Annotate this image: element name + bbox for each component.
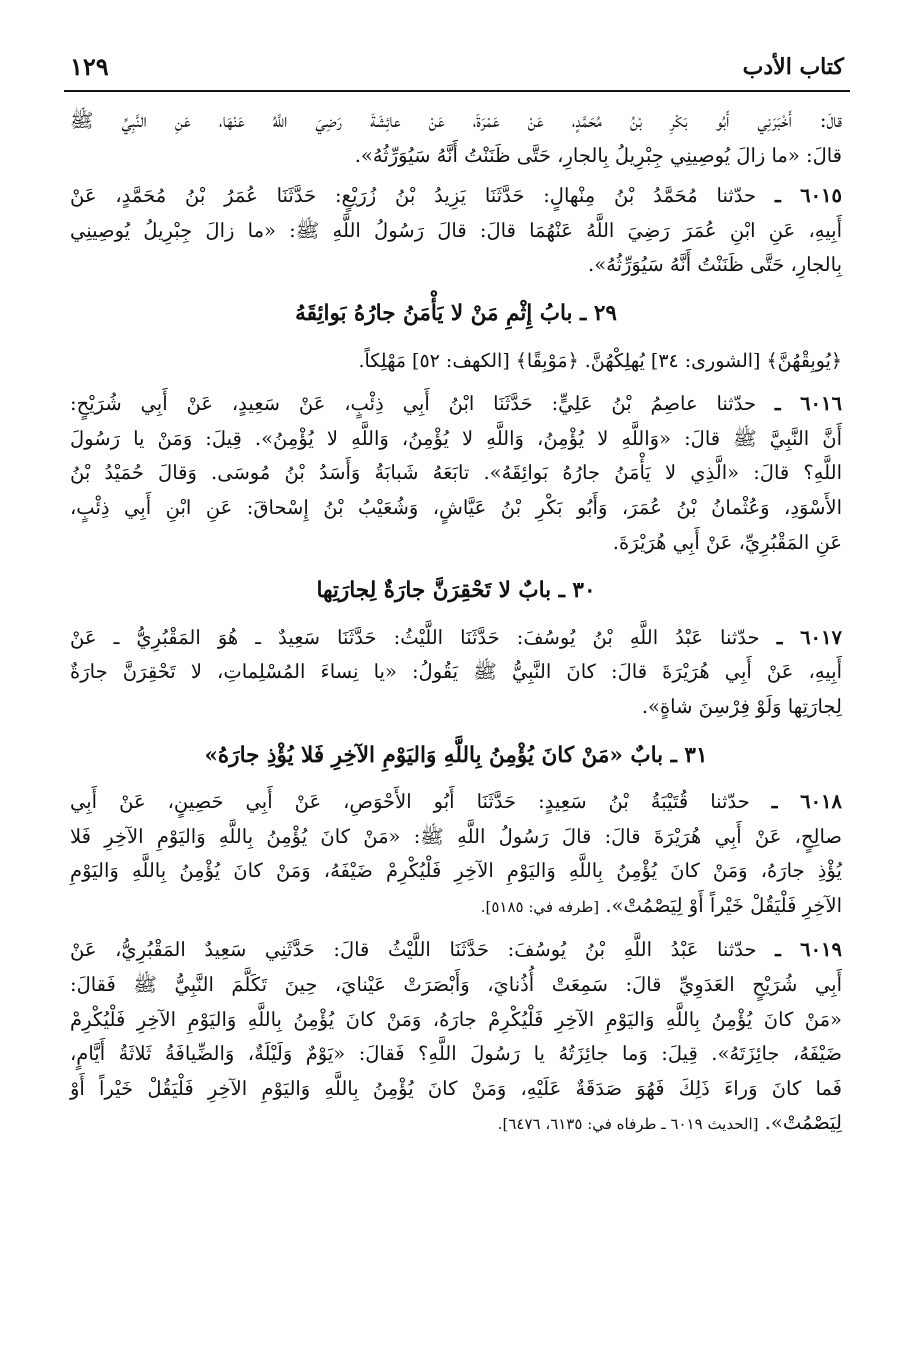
text-line: عَنِ المَقْبُرِيِّ، عَنْ أَبِي هُرَيْرَةَ.	[612, 530, 842, 554]
hadith-number: ٦٠١٥ ـ	[774, 184, 842, 208]
text-line: قالَ: أَخْبَرَنِي أَبُو بَكْرِ بْنُ مُحَمَّدٍ، عَنْ عَمْرَةَ، عَنْ عائِشَةَ رَضِيَ اللَّهُ عَنْهَا، عَنِ النَّبِيِّ ﷺ	[70, 109, 842, 132]
hadith-number: ٦٠١٩ ـ	[775, 938, 842, 962]
text-line: الأَسْوَدِ، وَعُثْمانُ بْنُ عُمَرَ، وَأَبُو بَكْرِ بْنُ عَيَّاشٍ، وَشُعَيْبُ بْنُ إِسْحاقَ: عَنِ ابْنِ أَبِي ذِئْبٍ،	[70, 495, 842, 519]
hadith-number: ٦٠١٨ ـ	[771, 790, 842, 814]
chapter-heading-30: ٣٠ ـ بابٌ لا تَحْقِرَنَّ جارَةٌ لِجارَتِها	[316, 578, 596, 604]
hadith-6018	[70, 785, 842, 924]
text-line	[70, 179, 842, 214]
text-line	[70, 933, 842, 968]
text-line	[70, 785, 842, 820]
hadith-text: حدّثنا مُحَمَّدُ بْنُ مِنْهالٍ: حَدَّثَنَا يَزِيدُ بْنُ زُرَيْعٍ: حَدَّثَنَا عُمَرُ بْنُ مُحَمَّدٍ، عَنْ	[70, 184, 757, 208]
hadith-6015	[70, 179, 842, 283]
text-line: لِجارَتِها وَلَوْ فِرْسِنَ شاةٍ».	[641, 694, 842, 718]
chapter-gloss	[70, 344, 842, 379]
text-line	[70, 621, 842, 656]
page-header	[64, 52, 850, 92]
running-title: كتاب الأدب	[742, 54, 844, 80]
text-line: بِالجارِ، حَتَّى ظَنَنْتُ أَنَّهُ سَيُوَرِّثُهُ».	[588, 253, 842, 277]
hadith-text: حدّثنا قُتَيْبَةُ بْنُ سَعِيدٍ: حَدَّثَنَا أَبُو الأَحْوَصِ، عَنْ أَبِي حَصِينٍ، عَنْ أَبِي	[70, 790, 750, 814]
cross-reference: [الحديث ٦٠١٩ ـ طرفاه في: ٦١٣٥، ٦٤٧٦].	[497, 1115, 759, 1134]
text-line: أَبِيهِ، عَنْ أَبِي هُرَيْرَةَ قالَ: كانَ النَّبِيُّ ﷺ يَقُولُ: «يا نِساءَ المُسْلِماتِ، لا تَحْقِرَنَّ جارَةٌ	[70, 660, 843, 684]
text-line: ﴿يُوبِقْهُنَّ﴾ [الشورى: ٣٤] يُهلِكْهُنَّ. ﴿مَوْبِقًا﴾ [الكهف: ٥٢] مَهْلِكاً.	[358, 349, 842, 372]
text-line: يُؤْذِ جارَهُ، وَمَنْ كانَ يُؤْمِنُ بِاللَّهِ وَاليَوْمِ الآخِرِ فَلْيُكْرِمْ ضَيْفَهُ، وَمَنْ كانَ يُؤْمِنُ بِاللَّهِ وَاليَوْمِ	[70, 859, 842, 883]
text-line: اللَّهِ؟ قالَ: «الَّذِي لا يَأْمَنُ جارُهُ بَوائِقَهُ». تابَعَهُ شَبابَةُ وَأَسَدُ بْنُ مُوسَى. وَقالَ حُمَيْدُ بْنُ	[70, 461, 842, 485]
cross-reference: [طرفه في: ٥١٨٥].	[480, 897, 600, 916]
text-line: «مَنْ كانَ يُؤْمِنُ بِاللَّهِ وَاليَوْمِ الآخِرِ فَلْيُكْرِمْ جارَهُ، وَمَنْ كانَ يُؤْمِنُ بِاللَّهِ وَاليَوْمِ الآخِرِ فَلْيُكْرِمْ	[70, 1007, 842, 1031]
page-number: ١٢٩	[70, 52, 109, 81]
hadith-6016	[70, 387, 842, 560]
hadith-text: حدّثنا عَبْدُ اللَّهِ بْنُ يُوسُفَ: حَدَّثَنَا اللَّيْثُ قالَ: حَدَّثَنِي سَعِيدٌ المَقْبُرِيُّ، عَنْ	[70, 938, 757, 962]
text-line: ضَيْفَهُ، جائِزَتَهُ». قِيلَ: وَما جائِزَتُهُ يا رَسُولَ اللَّهِ؟ فَقالَ: «يَوْمٌ وَلَيْلَةٌ، وَالضِّيافَةُ ثَلاثَةُ أَيَّامٍ،	[70, 1042, 842, 1066]
text-line: أَبِيهِ، عَنِ ابْنِ عُمَرَ رَضِيَ اللَّهُ عَنْهُمَا قالَ: قالَ رَسُولُ اللَّهِ ﷺ: «ما زالَ جِبْرِيلُ يُوصِينِي	[70, 218, 842, 242]
chapter-heading-29: ٢٩ ـ بابُ إِثْمِ مَنْ لا يَأْمَنُ جارُهُ بَوائِقَهُ	[295, 300, 617, 326]
chapter-heading-31: ٣١ ـ بابٌ «مَنْ كانَ يُؤْمِنُ بِاللَّهِ وَاليَوْمِ الآخِرِ فَلا يُؤْذِ جارَهُ»	[204, 742, 708, 768]
text-line: أَنَّ النَّبِيَّ ﷺ قالَ: «وَاللَّهِ لا يُؤْمِنُ، وَاللَّهِ لا يُؤْمِنُ، وَاللَّهِ لا يُؤْمِنُ». قِيلَ: وَمَنْ يا رَسُولَ	[70, 426, 842, 450]
text-line: أَبِي شُرَيْحٍ العَدَوِيِّ قالَ: سَمِعَتْ أُذُنايَ، وَأَبْصَرَتْ عَيْنايَ، حِينَ تَكَلَّمَ النَّبِيُّ ﷺ فَقالَ:	[70, 973, 842, 997]
text-line	[70, 1106, 842, 1142]
hadith-number: ٦٠١٧ ـ	[776, 625, 842, 649]
page-body	[70, 104, 842, 1151]
text-line	[70, 387, 842, 422]
text-line: صالِحٍ، عَنْ أَبِي هُرَيْرَةَ قالَ: قالَ رَسُولُ اللَّهِ ﷺ: «مَنْ كانَ يُؤْمِنُ بِاللَّهِ وَاليَوْمِ الآخِرِ فَلا	[70, 824, 842, 848]
hadith-text: حدّثنا عَبْدُ اللَّهِ بْنُ يُوسُفَ: حَدَّثَنَا اللَّيْثُ: حَدَّثَنَا سَعِيدٌ ـ هُوَ المَقْبُرِيُّ ـ عَنْ	[70, 625, 760, 649]
hadith-text: حدّثنا عاصِمُ بْنُ عَلِيٍّ: حَدَّثَنَا ابْنُ أَبِي ذِئْبٍ، عَنْ سَعِيدٍ، عَنْ أَبِي شُرَيْحٍ:	[70, 392, 757, 416]
hadith-text: الآخِرِ فَلْيَقُلْ خَيْراً أَوْ لِيَصْمُتْ».	[605, 893, 842, 917]
text-line: قالَ: «ما زالَ يُوصِينِي جِبْرِيلُ بِالجارِ، حَتَّى ظَنَنْتُ أَنَّهُ سَيُوَرِّثُهُ».	[354, 143, 842, 167]
continued-paragraph	[70, 104, 842, 173]
text-line	[70, 889, 842, 925]
hadith-6019	[70, 933, 842, 1142]
hadith-text: لِيَصْمُتْ».	[764, 1111, 842, 1135]
hadith-number: ٦٠١٦ ـ	[774, 392, 842, 416]
text-line: فَما كانَ وَراءَ ذَلِكَ فَهُوَ صَدَقَةٌ عَلَيْهِ، وَمَنْ كانَ يُؤْمِنُ بِاللَّهِ وَاليَوْمِ الآخِرِ فَلْيَقُلْ خَيْراً أَوْ	[70, 1076, 842, 1100]
hadith-6017	[70, 621, 842, 725]
